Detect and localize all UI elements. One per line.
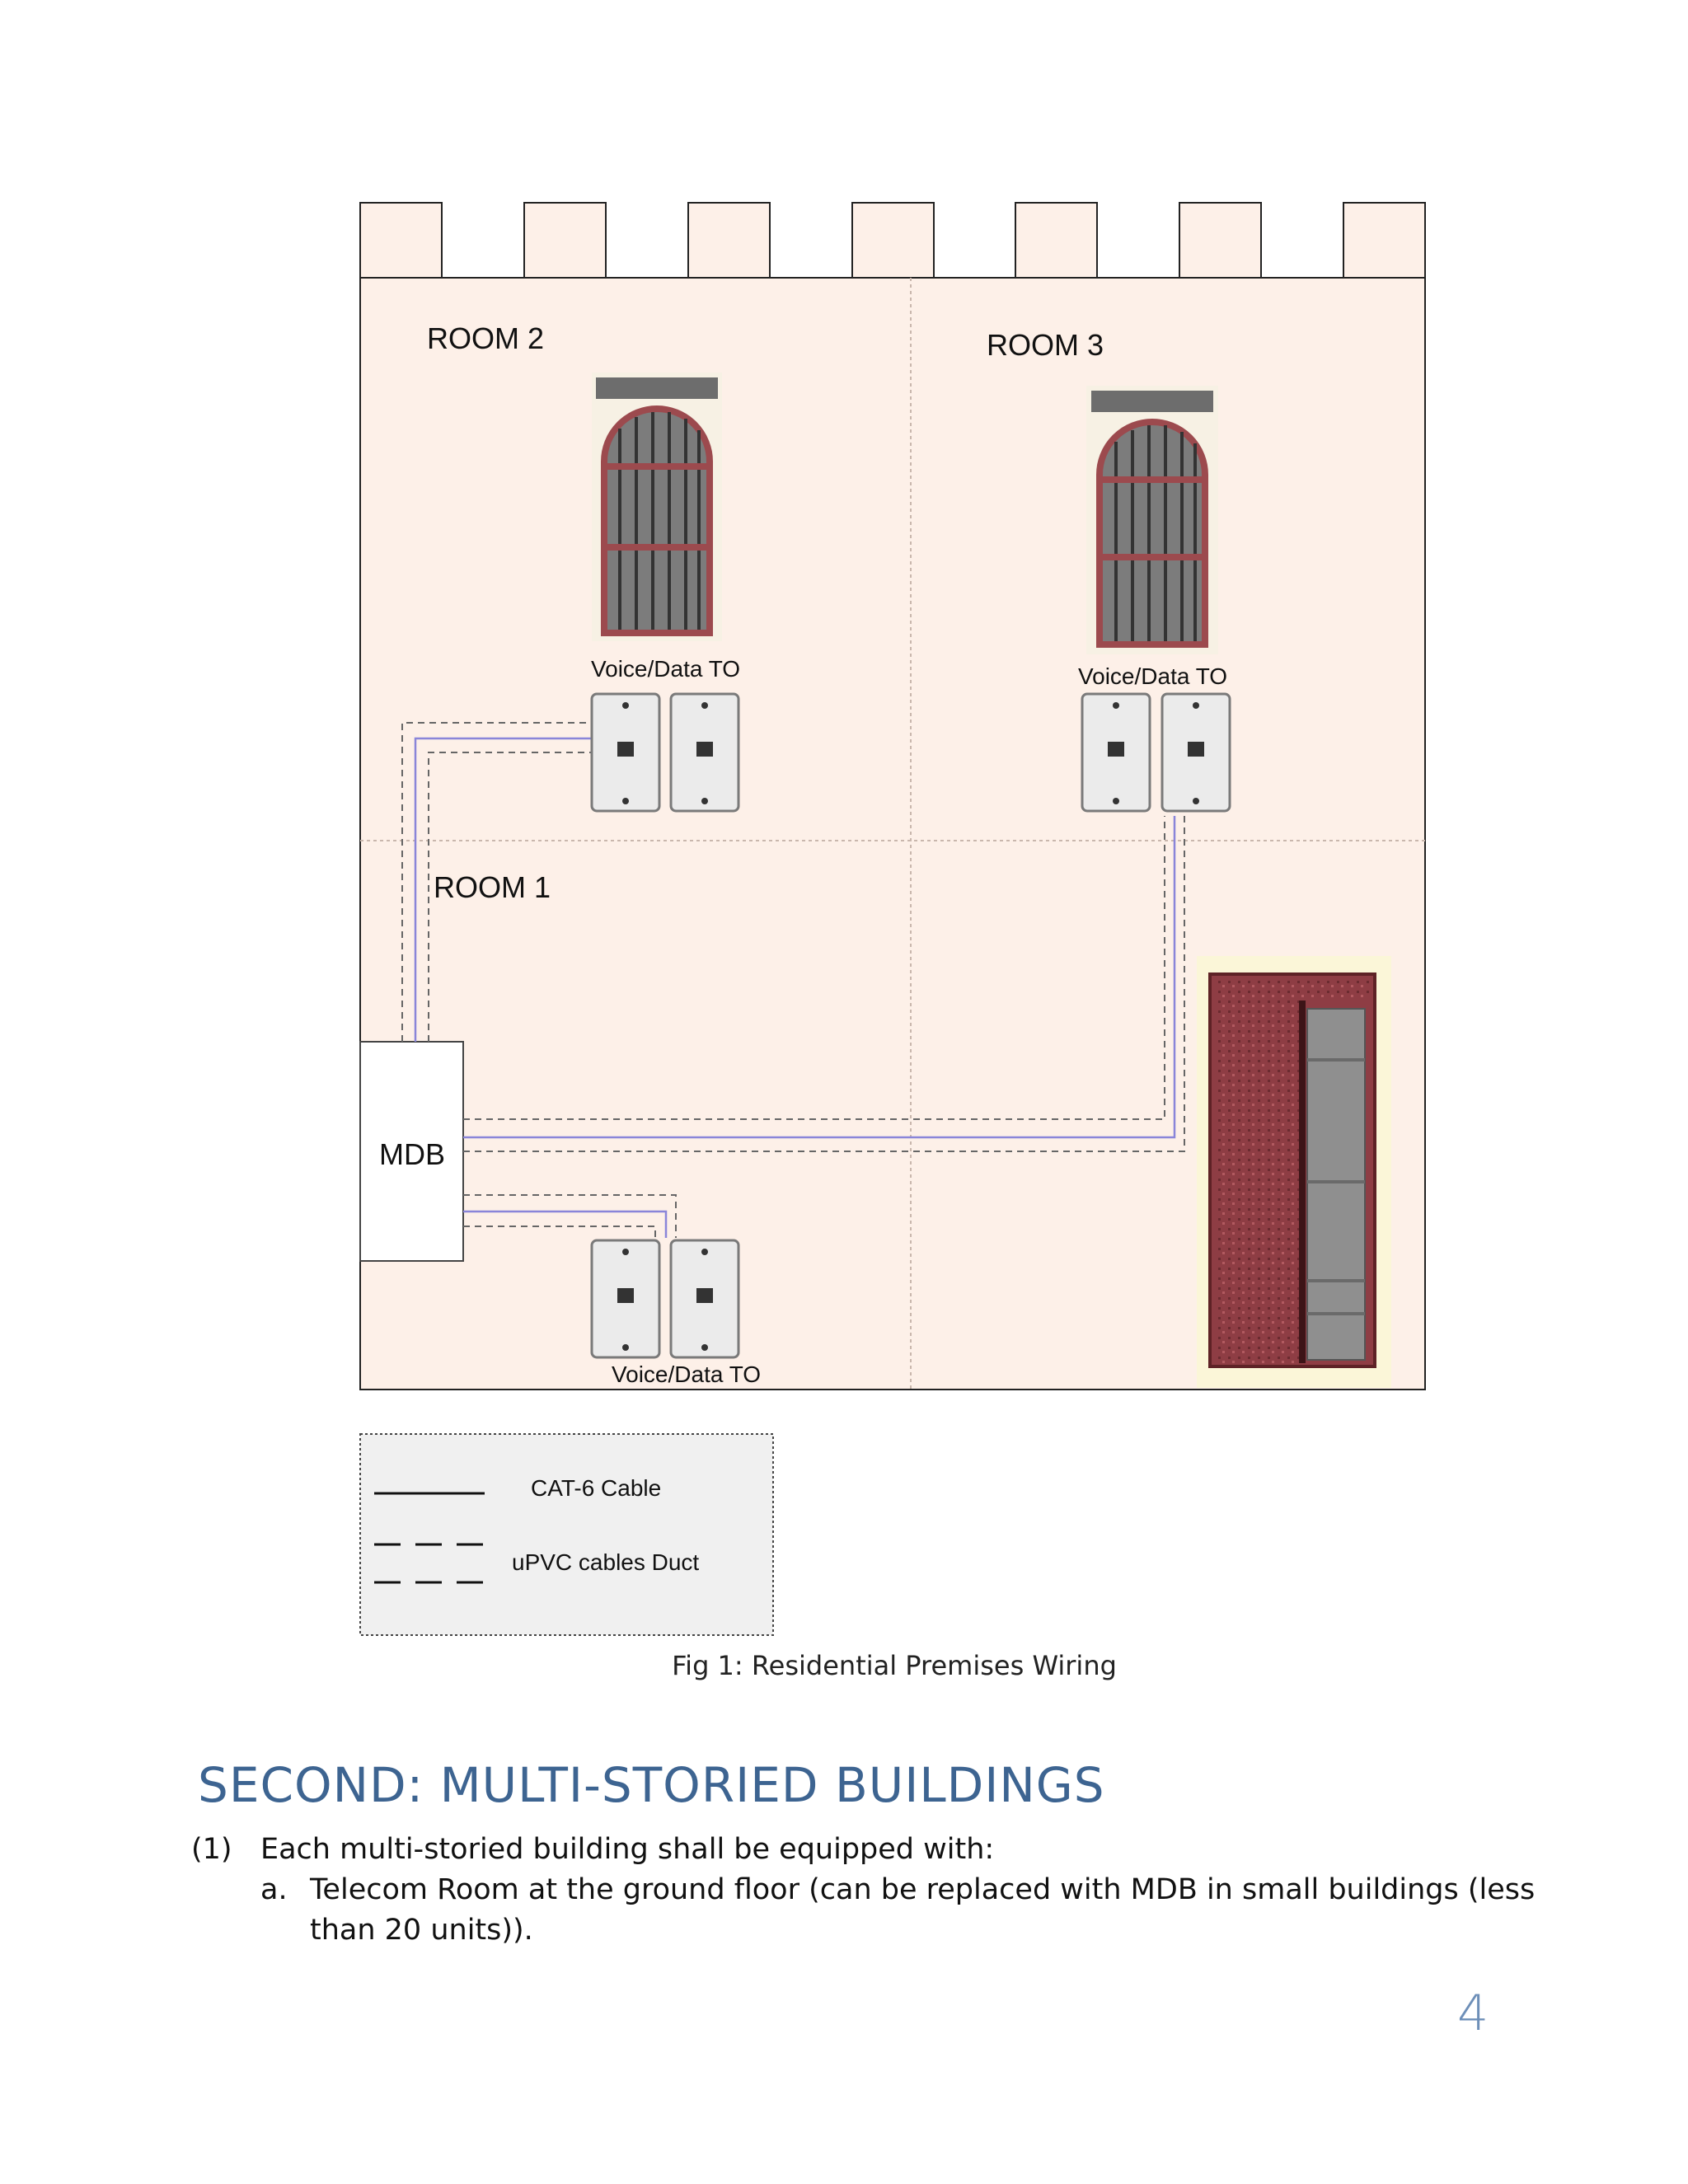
- sub-item-marker: a.: [260, 1873, 288, 1906]
- legend-cat6-label: CAT-6 Cable: [531, 1475, 662, 1501]
- legend-duct-label: uPVC cables Duct: [512, 1549, 700, 1575]
- window-room-3: [1086, 386, 1218, 654]
- battlements: [360, 203, 1425, 279]
- legend-box: [360, 1434, 773, 1635]
- list-item-marker: (1): [191, 1833, 232, 1866]
- sub-item-line-2: than 20 units)).: [310, 1914, 533, 1947]
- figure-caption: Fig 1: Residential Premises Wiring: [672, 1650, 1117, 1681]
- entrance-door: [1197, 956, 1391, 1388]
- page-number: 4: [1457, 1985, 1489, 2042]
- window-room-2: [592, 373, 722, 641]
- room-3-label: ROOM 3: [987, 328, 1104, 362]
- mdb-label: MDB: [379, 1137, 445, 1171]
- to-label-room-1: Voice/Data TO: [612, 1361, 762, 1387]
- room-1-label: ROOM 1: [434, 870, 551, 904]
- to-label-room-2: Voice/Data TO: [591, 656, 741, 682]
- list-item-text: Each multi-storied building shall be equipped with:: [260, 1833, 995, 1866]
- to-label-room-3: Voice/Data TO: [1078, 663, 1228, 689]
- sub-item-line-1: Telecom Room at the ground floor (can be replaced with MDB in small buildings (less: [310, 1873, 1536, 1906]
- room-2-label: ROOM 2: [427, 321, 545, 355]
- section-heading: SECOND: MULTI-STORIED BUILDINGS: [198, 1757, 1105, 1813]
